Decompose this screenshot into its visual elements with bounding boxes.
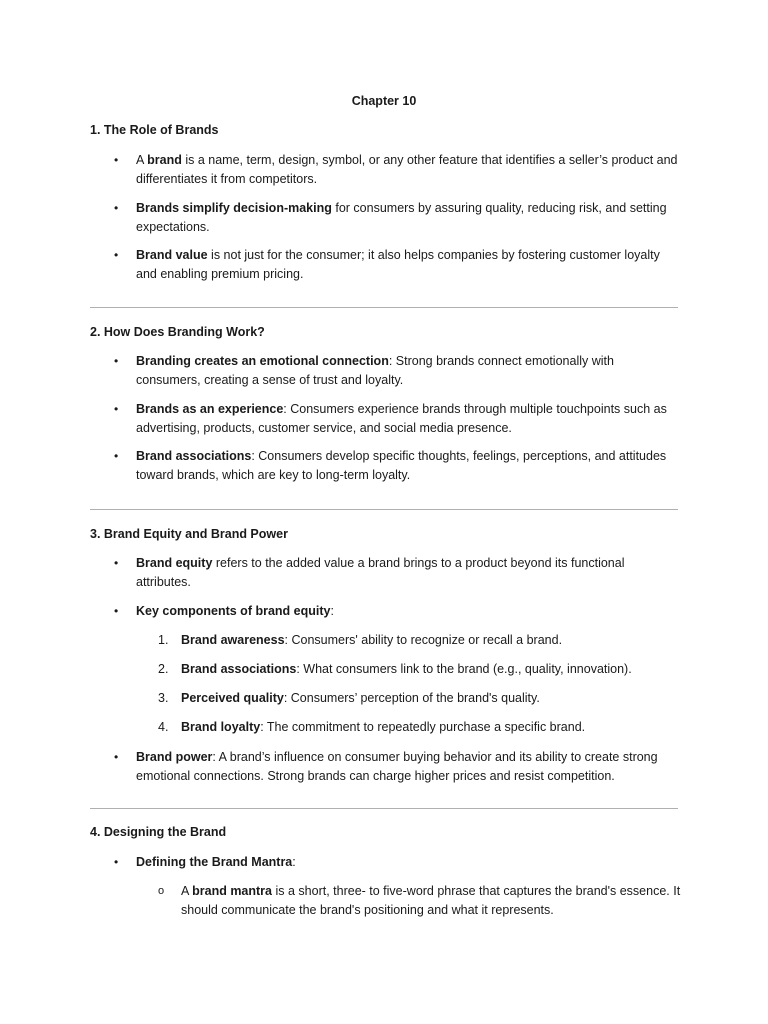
sub-list-item: o A brand mantra is a short, three- to five-word phrase that captures the brand's essence. It should communicate the brand's positioning and what it represents.	[158, 884, 681, 917]
bullet-icon: •	[114, 604, 119, 618]
list-item: • Defining the Brand Mantra:	[136, 853, 681, 872]
list-item: • Brand power: A brand’s influence on consumer buying behavior and its ability to create strong emotional connections. Strong brands can charge higher prices and resist competition.	[114, 750, 658, 783]
section-heading: 3. Brand Equity and Brand Power	[90, 527, 288, 541]
list-item: • Key components of brand equity:	[136, 602, 681, 621]
section-divider	[90, 509, 678, 510]
section-divider	[90, 808, 678, 809]
numbered-item: 2. Brand associations: What consumers link to the brand (e.g., quality, innovation).	[158, 662, 632, 676]
bullet-icon: •	[114, 750, 119, 764]
list-item: • Brands simplify decision-making for consumers by assuring quality, reducing risk, and setting expectations.	[114, 201, 667, 234]
bullet-icon: •	[114, 556, 119, 570]
list-item: • Brand equity refers to the added value a brand brings to a product beyond its functional attributes.	[114, 556, 625, 589]
numbered-item: 4. Brand loyalty: The commitment to repeatedly purchase a specific brand.	[158, 720, 586, 734]
section-heading: 2. How Does Branding Work?	[90, 325, 265, 339]
bullet-icon: •	[114, 248, 119, 262]
numbered-item: 3. Perceived quality: Consumers’ perception of the brand's quality.	[158, 691, 540, 705]
numbered-item: 1. Brand awareness: Consumers' ability to recognize or recall a brand.	[158, 633, 563, 647]
page-title: Chapter 10	[351, 94, 417, 108]
section-heading: 4. Designing the Brand	[90, 825, 227, 839]
bullet-icon: •	[114, 449, 119, 463]
list-item: • Branding creates an emotional connection: Strong brands connect emotionally with consumers, creating a sense of trust and loyalty.	[114, 354, 614, 387]
bullet-icon: •	[114, 201, 119, 215]
hollow-bullet-icon: o	[158, 885, 165, 897]
section-heading: 1. The Role of Brands	[90, 123, 219, 137]
section-divider	[90, 307, 678, 308]
bullet-icon: •	[114, 402, 119, 416]
bullet-icon: •	[114, 153, 119, 167]
list-item: • Brand associations: Consumers develop specific thoughts, feelings, perceptions, and attitudes toward brands, which are key to long-term loyalty.	[114, 449, 667, 482]
list-item: • Brands as an experience: Consumers experience brands through multiple touchpoints such as advertising, products, customer service, and social media presence.	[114, 402, 667, 435]
list-item: • Brand value is not just for the consumer; it also helps companies by fostering customer loyalty and enabling premium pricing.	[114, 248, 660, 281]
bullet-icon: •	[114, 855, 119, 869]
list-item: • A brand is a name, term, design, symbol, or any other feature that identifies a seller’s product and differentiates it from competitors.	[114, 153, 678, 186]
bullet-icon: •	[114, 354, 119, 368]
